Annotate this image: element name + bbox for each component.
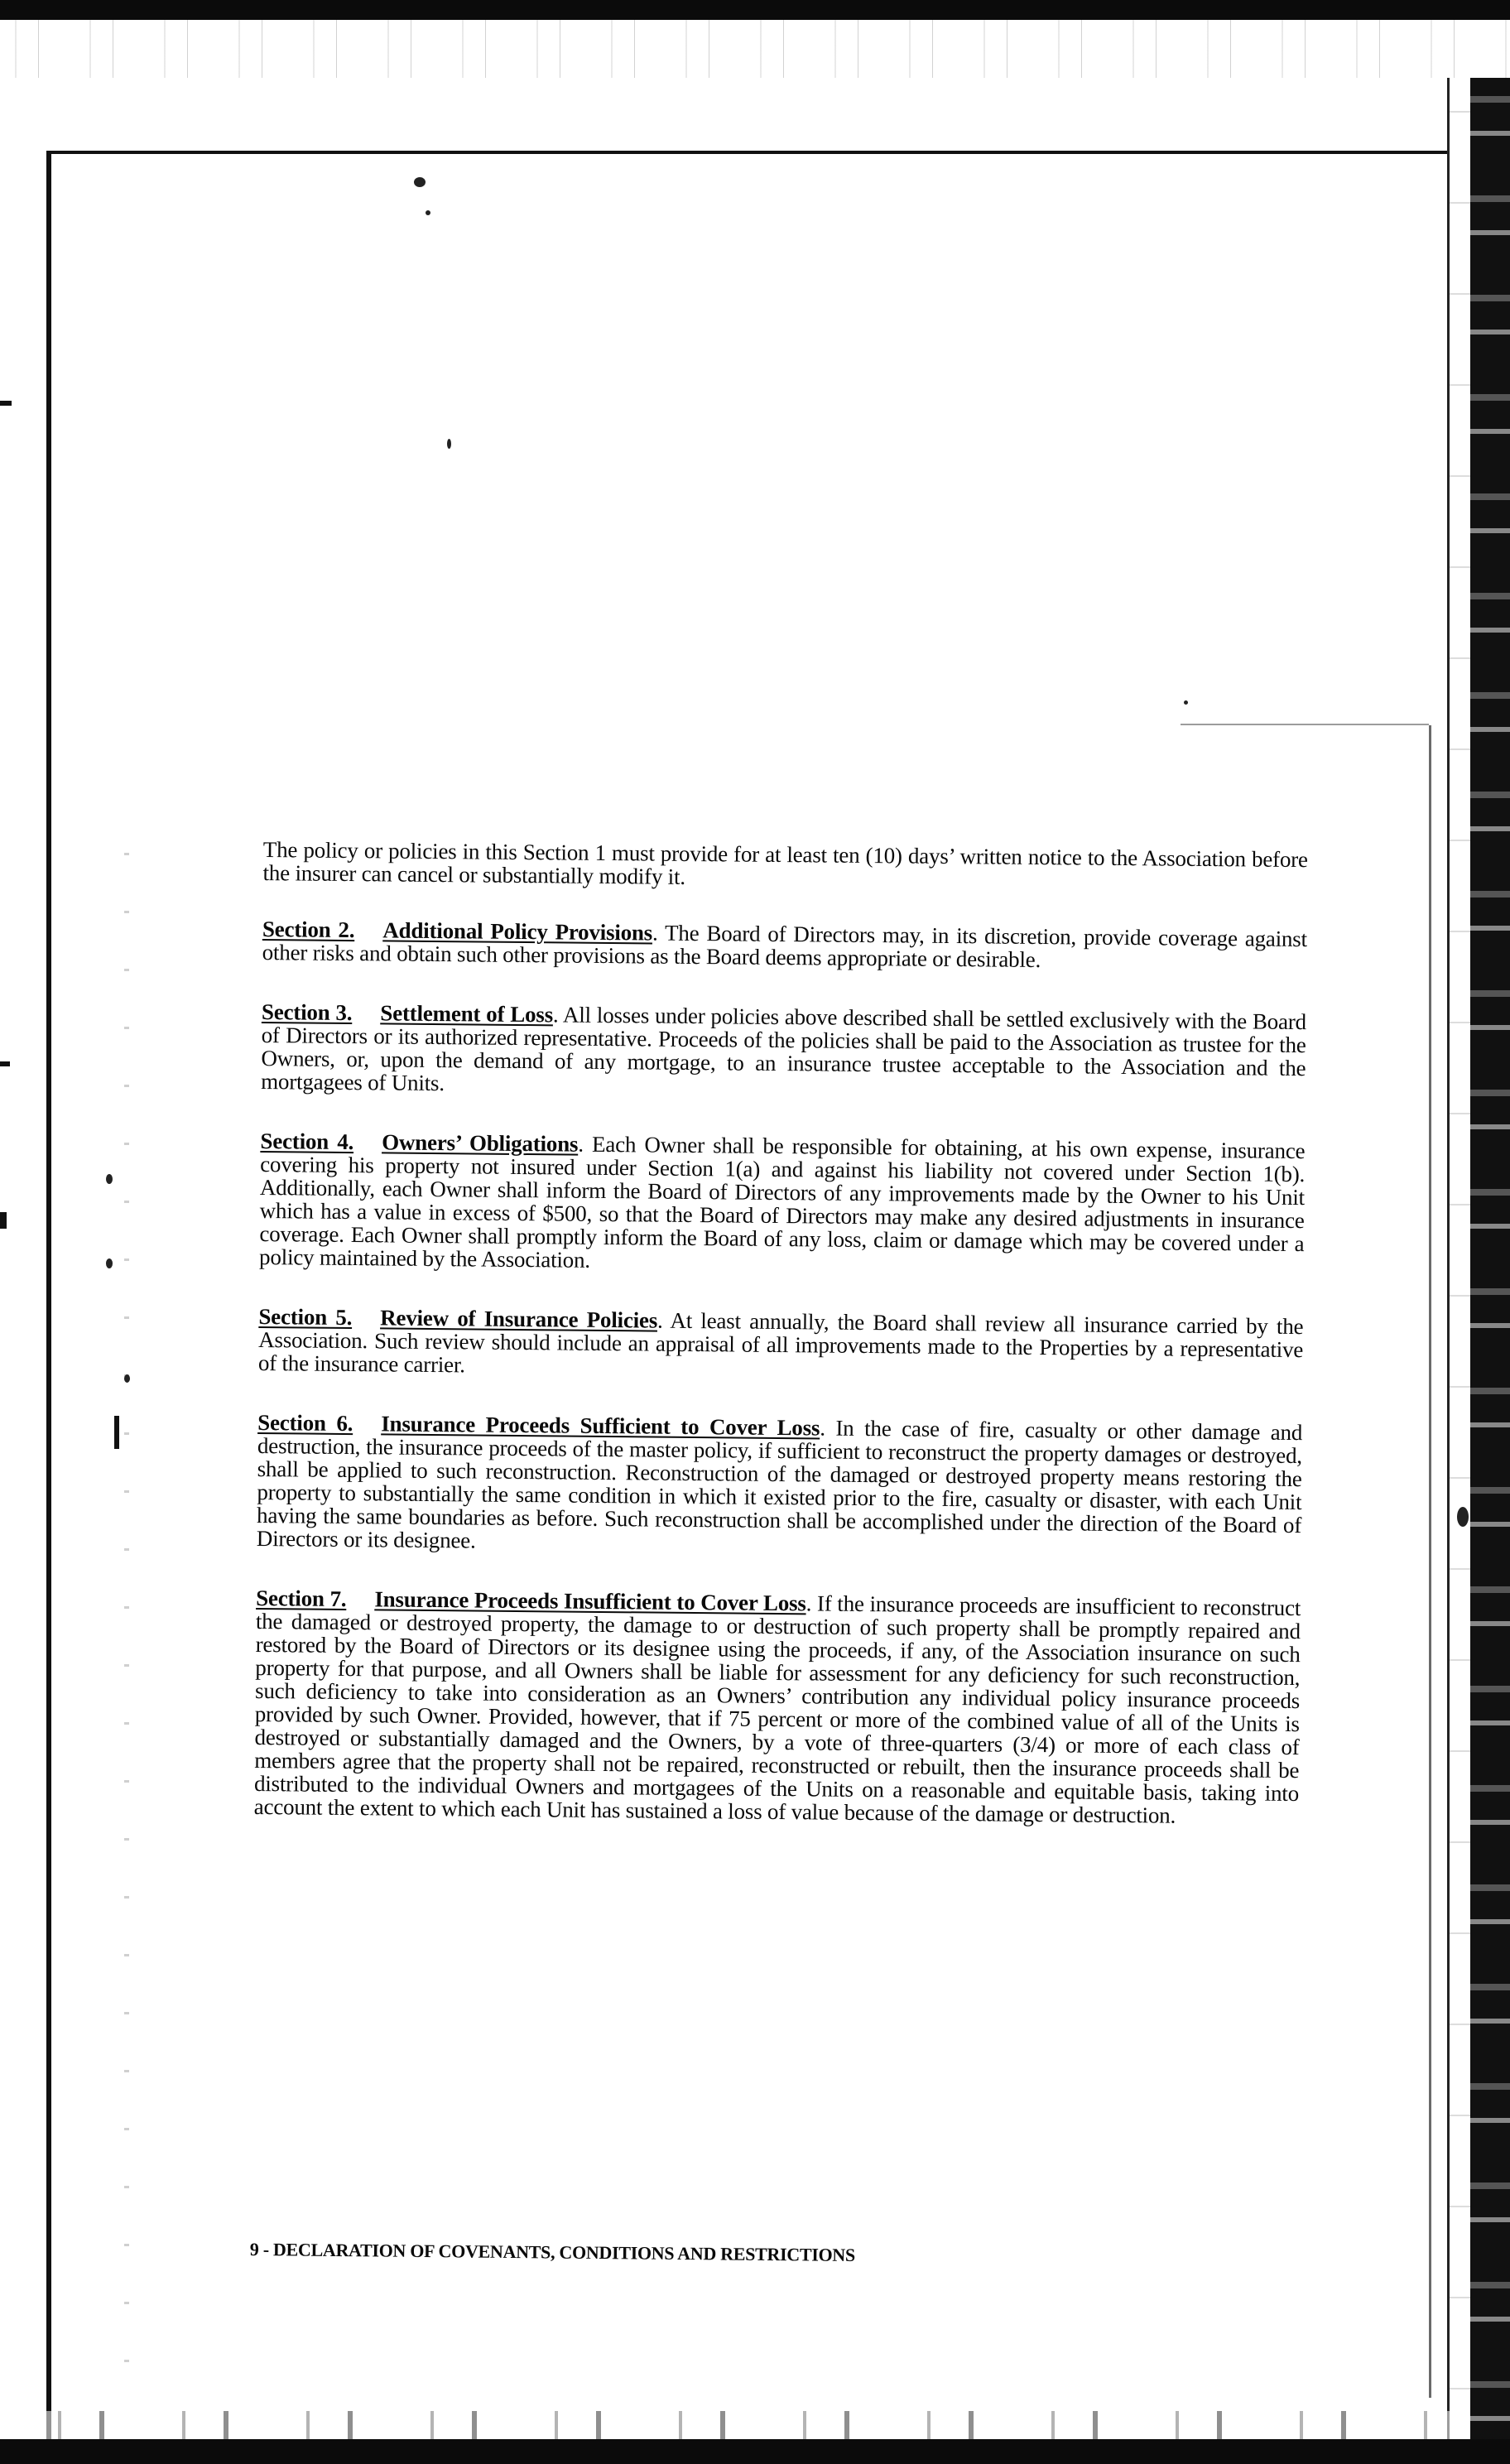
- section-title: Insurance Proceeds Insufficient to Cover Loss: [374, 1586, 806, 1616]
- scan-top-border: [0, 0, 1510, 20]
- section-2-paragraph: [262, 917, 1307, 974]
- section-7-paragraph: [254, 1586, 1301, 1828]
- section-number: Section 2.: [262, 916, 355, 943]
- scan-speck: [124, 1374, 130, 1383]
- scan-speck: [1457, 1507, 1469, 1527]
- scan-right-edge-inner: [1447, 78, 1472, 2446]
- section-number: Section 7.: [256, 1585, 347, 1612]
- scan-inner-sheet-edge: [1429, 725, 1431, 2398]
- scan-left-mark: [0, 1212, 7, 1229]
- document-body: [253, 838, 1308, 1865]
- section-number: Section 4.: [260, 1128, 354, 1155]
- scan-inner-sheet-top: [1181, 724, 1429, 725]
- section-4-paragraph: [259, 1129, 1306, 1278]
- section-title: Settlement of Loss: [380, 1000, 554, 1027]
- scan-speck: [447, 439, 451, 449]
- section-body: . In the case of fire, casualty or other damage and destruction, the insurance proceeds of the master policy, if sufficient to reconstruct the property damages or destroyed, shall be applied to such reconstruction. Reconstruction of the damaged or destroyed property means restoring the property to substantially the same condition in which it existed prior to the fire, casualty or disaster, with each Unit having the same boundaries as before. Such reconstruction shall be accomplished under the direction of the Board of Directors or its designee.: [256, 1415, 1303, 1553]
- scan-right-edge: [1470, 78, 1510, 2446]
- section-number: Section 3.: [261, 999, 353, 1026]
- scan-speck: [426, 210, 430, 215]
- section-title: Additional Policy Provisions: [382, 917, 653, 946]
- section-body: . At least annually, the Board shall review all insurance carried by the Association. Such review should include an appraisal of all improvements made to the Properties by a representative of the insurance carrier.: [257, 1307, 1304, 1378]
- scan-bottom-border: [0, 2439, 1510, 2464]
- section-title: Owners’ Obligations: [382, 1129, 579, 1157]
- section-3-paragraph: [261, 1000, 1306, 1103]
- section-number: Section 6.: [257, 1409, 353, 1437]
- section-number: Section 5.: [258, 1303, 353, 1331]
- section-body: . All losses under policies above described shall be settled exclusively with the Board of Directors or its authorized representative. Proceeds of the policies shall be paid to the Association as trustee for the Owners, or, upon the demand of any mortgage, to an insurance trustee acceptable to the Association and the mortgagees of Units.: [261, 1002, 1307, 1096]
- scan-speck: [1184, 700, 1188, 705]
- section-title: Review of Insurance Policies: [380, 1305, 658, 1333]
- scan-left-mark: [114, 1416, 119, 1449]
- scan-bottom-noise: [33, 2411, 1457, 2439]
- section-body: . The Board of Directors may, in its discretion, provide coverage against other risks and obtain such other provisions as the Board deems appropriate or desirable.: [262, 920, 1308, 973]
- section-body: . Each Owner shall be responsible for obtaining, at his own expense, insurance covering his property not insured under Section 1(a) and against his liability not covered under Section 1(b). Additionally, each Owner shall inform the Board of Directors of any improvements made by the Owner to his Unit which has a value in excess of $500, so that the Board of Directors may make any desired adjustments in insurance coverage. Each Owner shall promptly inform the Board of any loss, claim or damage which may be covered under a policy maintained by the Association.: [258, 1131, 1306, 1273]
- section-body: . If the insurance proceeds are insufficient to reconstruct the damaged or destroyed property, the damage to or destruction of such property shall be promptly repaired and restored by the Board of Directors or its designee using the proceeds, if any, of the Association insurance on such property for that purpose, and all Owners shall be liable for assessment for any deficiency for such reconstruction, such deficiency to take into consideration as an Owners’ contribution any individual policy insurance proceeds provided by such Owner. Provided, however, that if 75 percent or more of the combined value of all of the Units is destroyed or substantially damaged and the Owners, by a vote of three-quarters (3/4) or more of each class of members agree that the property shall not be repaired, reconstructed or rebuilt, then the insurance proceeds shall be distributed to the individual Owners and mortgagees of the Units on a reasonable and equitable basis, taking into account the extent to which each Unit has sustained a loss of value because of the damage or destruction.: [253, 1591, 1301, 1828]
- scan-left-mark: [0, 401, 12, 406]
- scan-left-mark: [0, 1061, 10, 1066]
- scan-speck: [414, 177, 426, 187]
- scan-left-noise: [124, 828, 129, 2401]
- scan-speck: [106, 1258, 113, 1268]
- section-5-paragraph: [258, 1305, 1304, 1384]
- intro-paragraph: The policy or policies in this Section 1 must provide for at least ten (10) days’ written notice to the Association before the insurer can cancel or substantially modify it.: [262, 837, 1308, 889]
- scan-speck: [106, 1174, 113, 1184]
- scan-top-noise: [0, 20, 1510, 78]
- section-title: Insurance Proceeds Sufficient to Cover Loss: [381, 1411, 820, 1441]
- page-footer: 9 - DECLARATION OF COVENANTS, CONDITIONS AND RESTRICTIONS: [249, 2239, 855, 2266]
- section-6-paragraph: [257, 1411, 1303, 1560]
